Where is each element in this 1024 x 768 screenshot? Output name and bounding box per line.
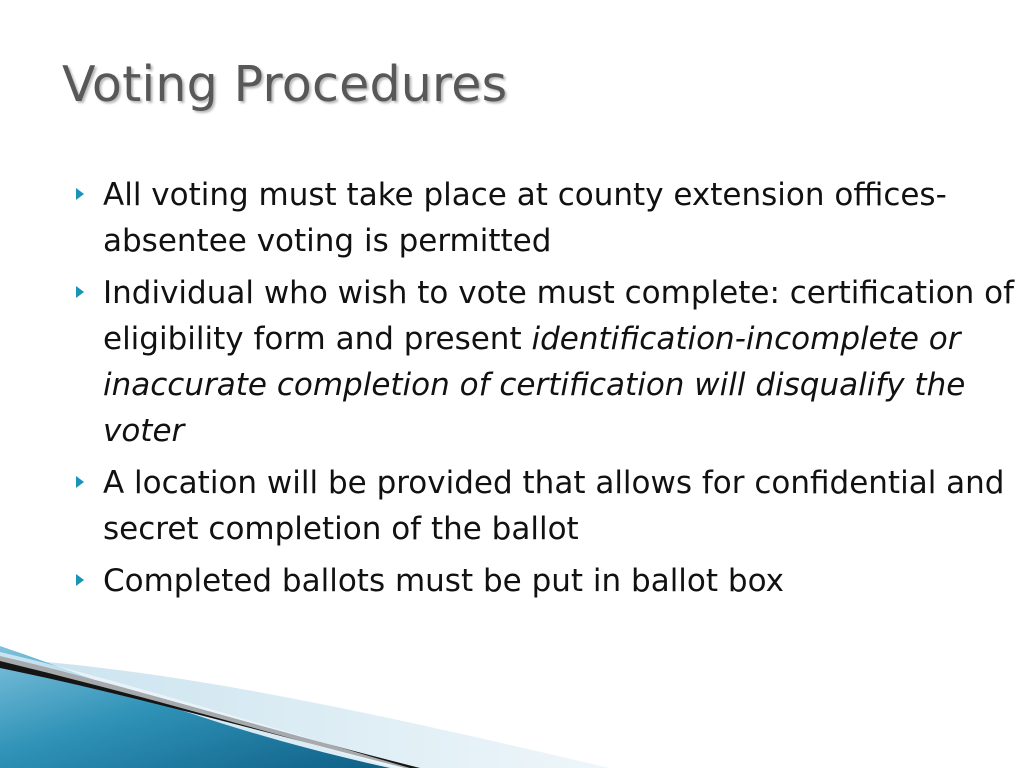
bullet-text-2-italic: identification-incomplete or inaccurate completion of certification will disqualify the voter [103, 321, 966, 449]
triangle-right-icon [76, 476, 84, 488]
triangle-right-icon [76, 286, 84, 298]
decorative-wave [0, 560, 1024, 768]
bullet-text-3: A location will be provided that allows for confidential and secret completion of the ballot [103, 465, 1005, 547]
bullet-text-4: Completed ballots must be put in ballot box [103, 563, 784, 599]
bullet-text-1: All voting must take place at county extension offices- absentee voting is permitted [103, 177, 947, 259]
bullet-item-3 [70, 460, 1015, 552]
bullet-list [70, 172, 1015, 610]
bullet-item-1 [70, 172, 1015, 264]
triangle-right-icon [76, 188, 84, 200]
bullet-text-2: Individual who wish to vote must complete: certification of eligibility form and present [103, 275, 1015, 357]
slide-title: Voting Procedures [62, 56, 508, 113]
bullet-item-2 [70, 270, 1015, 454]
